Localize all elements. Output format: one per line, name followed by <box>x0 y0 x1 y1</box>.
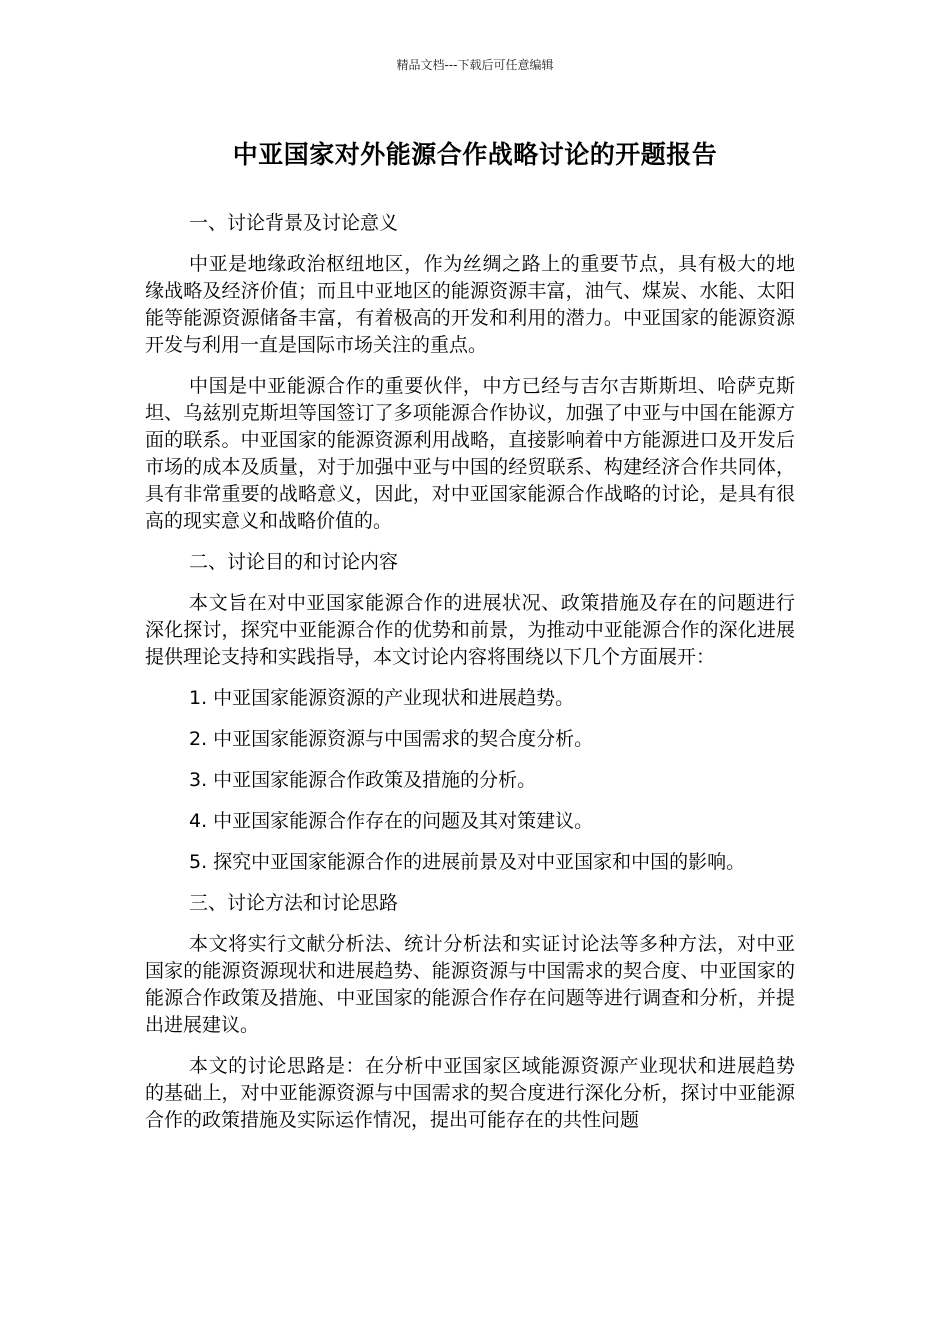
list-item: 1. 中亚国家能源资源的产业现状和进展趋势。 <box>189 687 575 709</box>
section-1-paragraph-1: 中亚是地缘政治枢纽地区，作为丝绸之路上的重要节点，具有极大的地缘战略及经济价值；而且中亚地区的能源资源丰富，油气、煤炭、水能、太阳能等能源资源储备丰富，有着极高的开发和利用的潜力。中亚国家的能源资源开发与利用一直是国际市场关注的重点。 <box>145 253 795 356</box>
list-item: 3. 中亚国家能源合作政策及措施的分析。 <box>189 769 537 791</box>
section-3-paragraph-1: 本文将实行文献分析法、统计分析法和实证讨论法等多种方法，对中亚国家的能源资源现状和进展趋势、能源资源与中国需求的契合度、中亚国家的能源合作政策及措施、中亚国家的能源合作存在问题等进行调查和分析，并提出进展建议。 <box>145 933 795 1036</box>
section-1-heading: 一、讨论背景及讨论意义 <box>189 212 399 234</box>
section-3-heading: 三、讨论方法和讨论思路 <box>189 892 399 914</box>
list-item: 4. 中亚国家能源合作存在的问题及其对策建议。 <box>189 810 594 832</box>
document-title: 中亚国家对外能源合作战略讨论的开题报告 <box>232 140 718 169</box>
list-item: 2. 中亚国家能源资源与中国需求的契合度分析。 <box>189 728 594 750</box>
section-2-heading: 二、讨论目的和讨论内容 <box>189 551 399 573</box>
document-body <box>145 210 795 1148</box>
list-item: 5. 探究中亚国家能源合作的进展前景及对中亚国家和中国的影响。 <box>189 851 746 873</box>
header-note: 精品文档---下载后可任意编辑 <box>396 58 554 72</box>
section-2-paragraph-1: 本文旨在对中亚国家能源合作的进展状况、政策措施及存在的问题进行深化探讨，探究中亚能源合作的优势和前景，为推动中亚能源合作的深化进展提供理论支持和实践指导，本文讨论内容将围绕以下几个方面展开： <box>145 592 795 668</box>
section-3-paragraph-2: 本文的讨论思路是：在分析中亚国家区域能源资源产业现状和进展趋势的基础上，对中亚能源资源与中国需求的契合度进行深化分析，探讨中亚能源合作的政策措施及实际运作情况，提出可能存在的共性问题 <box>145 1055 795 1131</box>
section-1-paragraph-2: 中国是中亚能源合作的重要伙伴，中方已经与吉尔吉斯斯坦、哈萨克斯坦、乌兹别克斯坦等国签订了多项能源合作协议，加强了中亚与中国在能源方面的联系。中亚国家的能源资源利用战略，直接影响着中方能源进口及开发后市场的成本及质量，对于加强中亚与中国的经贸联系、构建经济合作共同体，具有非常重要的战略意义，因此，对中亚国家能源合作战略的讨论，是具有很高的现实意义和战略价值的。 <box>145 375 795 532</box>
